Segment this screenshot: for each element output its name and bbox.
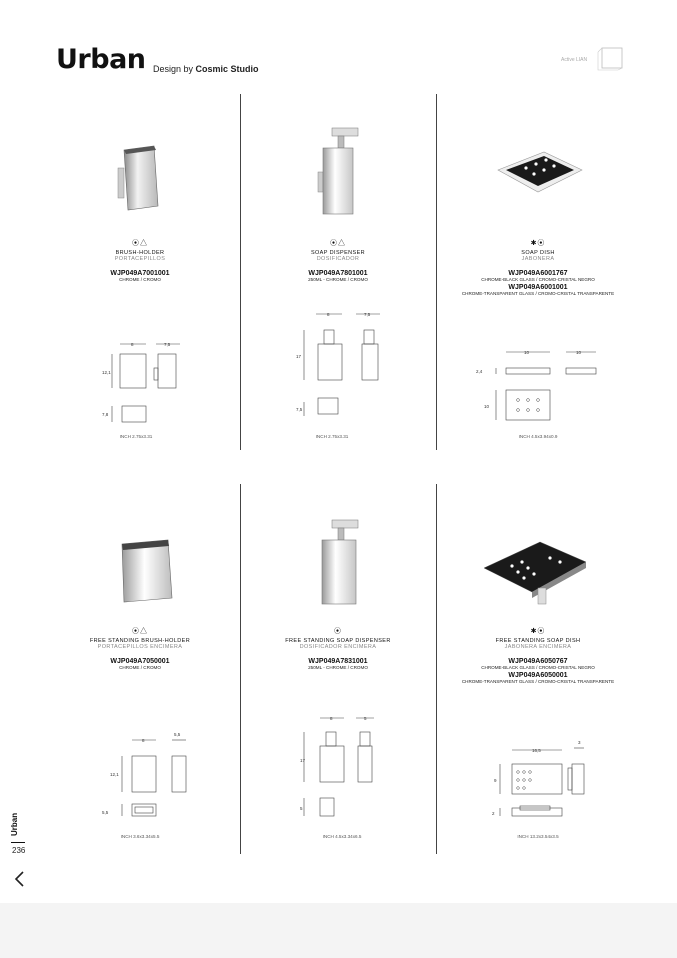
dim-depth: 7,5 xyxy=(364,312,371,317)
back-arrow-icon[interactable] xyxy=(10,869,30,889)
product-title: BRUSH-HOLDER xyxy=(115,250,165,256)
dim-width: 10 xyxy=(524,350,530,355)
product-subtitle: DOSIFICADOR xyxy=(316,256,360,262)
product-code: WJP049A6001767 xyxy=(508,270,568,277)
dim-height: 17 xyxy=(300,758,306,763)
dimensions-inch: INCH 4.5x3.94x0.9 xyxy=(518,434,558,439)
dim-height: 17 xyxy=(296,354,302,359)
column-divider xyxy=(436,484,437,854)
free-standing-brush-holder-dimension-drawing xyxy=(98,728,198,828)
care-icons: ✱⦿ xyxy=(530,628,546,635)
soap-dispenser-dimension-drawing xyxy=(292,306,392,428)
section-label: Urban xyxy=(10,812,19,836)
product-title: FREE STANDING SOAP DISH xyxy=(495,638,581,644)
dimensions-inch: INCH 2.75x3.31 xyxy=(119,434,153,439)
dimensions-inch: INCH 4.5x3.34x6.5 xyxy=(322,834,362,839)
dim-depth: 7,5 xyxy=(164,342,171,347)
brush-holder-image xyxy=(110,140,170,220)
dim-depth: 10 xyxy=(576,350,582,355)
product-card-free-standing-soap-dispenser xyxy=(243,626,433,670)
dim-base: 2 xyxy=(492,811,495,816)
free-standing-soap-dish-image xyxy=(478,538,590,610)
product-card-free-standing-brush-holder xyxy=(45,626,235,670)
studio-name: Cosmic Studio xyxy=(195,64,259,74)
dim-depth: 5 xyxy=(364,716,367,721)
footer-bar xyxy=(0,903,677,958)
dimensions-inch: INCH 3.6x3.34x5.5 xyxy=(120,834,160,839)
dim-base: 5 xyxy=(300,806,303,811)
product-subtitle: PORTACEPILLOS xyxy=(114,256,166,262)
dimensions-inch: INCH 2.75x3.31 xyxy=(315,434,349,439)
soap-dish-dimension-drawing xyxy=(476,346,606,428)
dim-height: 2,4 xyxy=(476,369,483,374)
section-rule xyxy=(11,842,25,843)
care-icons: ⦿ xyxy=(334,628,342,635)
free-standing-soap-dispenser-dimension-drawing xyxy=(290,710,390,830)
product-finish: 250ML - CHROME / CROMO xyxy=(308,277,368,282)
dim-height: 9 xyxy=(494,778,497,783)
product-code: WJP049A7050001 xyxy=(110,658,170,665)
product-finish: CHROME / CROMO xyxy=(119,277,161,282)
dim-depth: 3 xyxy=(578,740,581,745)
product-card-free-standing-soap-dish xyxy=(438,626,638,684)
product-finish: CHROME-BLACK GLASS / CROMO-CRISTAL NEGRO xyxy=(481,665,595,670)
product-subtitle: JABONERA ENCIMERA xyxy=(504,644,572,650)
product-subtitle: DOSIFICADOR ENCIMERA xyxy=(299,644,377,650)
dim-height: 12,1 xyxy=(102,370,111,375)
collection-cube-icon xyxy=(596,42,626,74)
product-finish: CHROME-TRANSPARENT GLASS / CROMO-CRISTAL TRANSPARENTE xyxy=(461,291,615,296)
product-code: WJP049A7001001 xyxy=(110,270,170,277)
brand-title: Urban xyxy=(56,44,146,75)
product-code: WJP049A6050767 xyxy=(508,658,568,665)
soap-dispenser-image xyxy=(310,122,370,222)
free-standing-brush-holder-image xyxy=(112,536,182,608)
product-card-brush-holder xyxy=(45,238,235,282)
product-code: WJP049A6050001 xyxy=(508,672,568,679)
brush-holder-dimension-drawing xyxy=(100,336,190,428)
design-credit xyxy=(153,64,259,74)
product-finish: CHROME-BLACK GLASS / CROMO-CRISTAL NEGRO xyxy=(481,277,595,282)
dim-base: 7,8 xyxy=(102,412,109,417)
column-divider xyxy=(240,484,241,854)
product-code: WJP049A6001001 xyxy=(508,284,568,291)
product-title: FREE STANDING BRUSH-HOLDER xyxy=(89,638,191,644)
care-icons: ⦿△ xyxy=(132,240,148,247)
care-icons: ✱⦿ xyxy=(530,240,546,247)
product-finish: CHROME / CROMO xyxy=(119,665,161,670)
dim-base: 10 xyxy=(484,404,490,409)
product-code: WJP049A7831001 xyxy=(308,658,368,665)
dim-base: 7,5 xyxy=(296,407,303,412)
soap-dish-image xyxy=(494,148,584,196)
page-number: 236 xyxy=(12,846,26,855)
free-standing-soap-dispenser-image xyxy=(314,516,374,612)
dim-depth: 5,5 xyxy=(174,732,181,737)
product-finish: 250ML - CHROME / CROMO xyxy=(308,665,368,670)
product-subtitle: JABONERA xyxy=(521,256,555,262)
product-card-soap-dispenser xyxy=(243,238,433,282)
header-note: Active LIAN xyxy=(561,57,588,63)
dimensions-inch: INCH 13.2x3.54x3.5 xyxy=(517,834,559,839)
product-title: FREE STANDING SOAP DISPENSER xyxy=(285,638,391,644)
dim-width: 8 xyxy=(330,716,333,721)
product-title: SOAP DISH xyxy=(521,250,555,256)
care-icons: ⦿△ xyxy=(330,240,346,247)
dim-width: 8 xyxy=(327,312,330,317)
dim-height: 12,1 xyxy=(110,772,119,777)
design-by-label: Design by xyxy=(153,64,194,74)
product-subtitle: PORTACEPILLOS ENCIMERA xyxy=(97,644,183,650)
product-code: WJP049A7801001 xyxy=(308,270,368,277)
dim-width: 8 xyxy=(142,738,145,743)
dim-base: 5,5 xyxy=(102,810,109,815)
product-title: SOAP DISPENSER xyxy=(310,250,366,256)
free-standing-soap-dish-dimension-drawing xyxy=(484,738,594,824)
dim-width: 16,5 xyxy=(532,748,541,753)
column-divider xyxy=(240,94,241,450)
product-card-soap-dish xyxy=(438,238,638,296)
dim-width: 8 xyxy=(131,342,134,347)
care-icons: ⦿△ xyxy=(132,628,148,635)
product-finish: CHROME-TRANSPARENT GLASS / CROMO-CRISTAL TRANSPARENTE xyxy=(461,679,615,684)
column-divider xyxy=(436,94,437,450)
